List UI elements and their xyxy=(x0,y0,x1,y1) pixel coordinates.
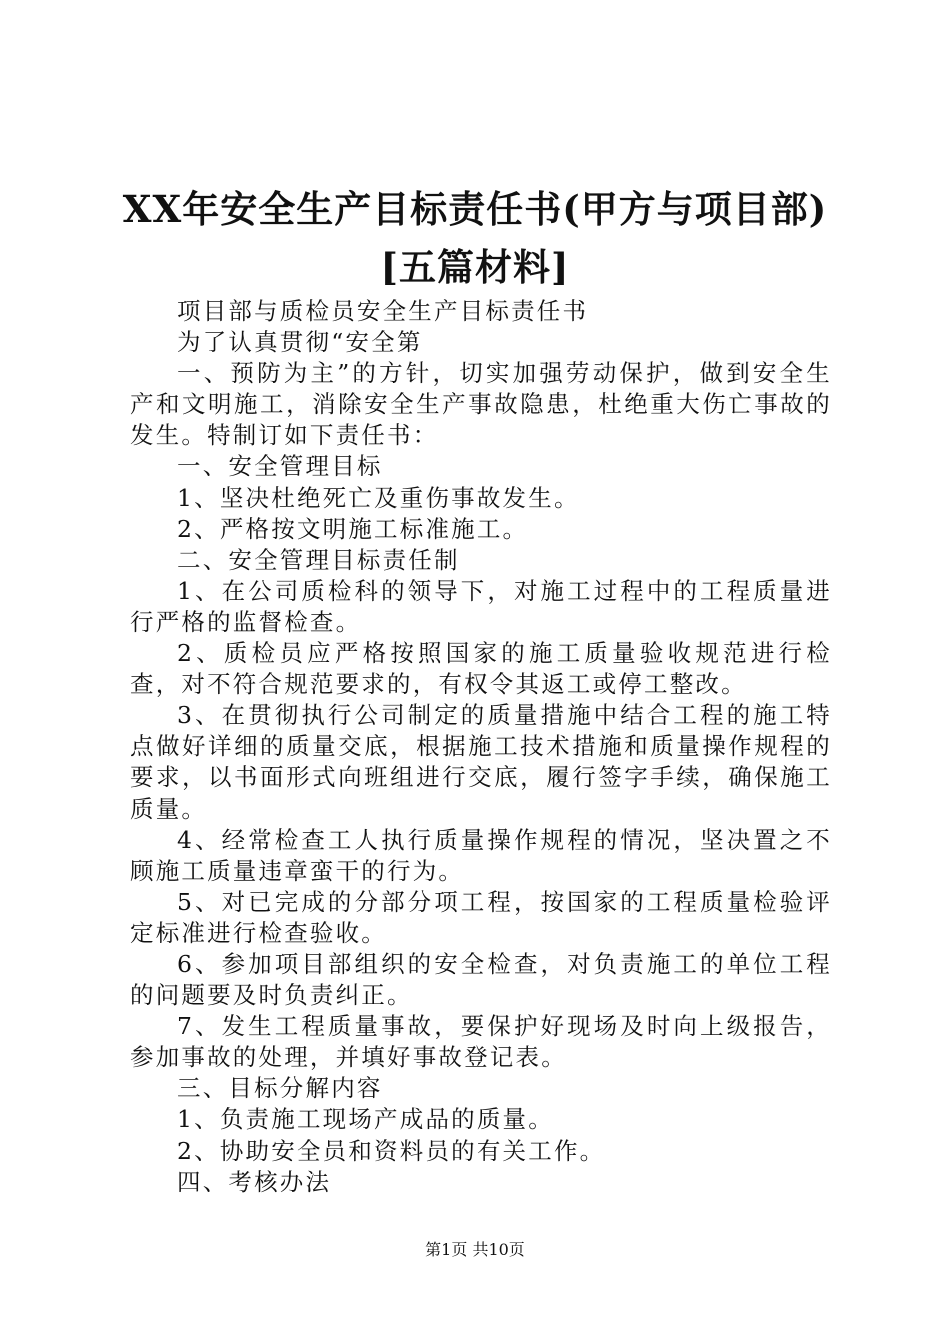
document-body xyxy=(130,296,832,1198)
list-item: 2、质检员应严格按照国家的施工质量验收规范进行检查，对不符合规范要求的，有权令其返工或停工整改。 xyxy=(130,639,832,699)
paragraph: 一、预防为主”的方针，切实加强劳动保护，做到安全生产和文明施工，消除安全生产事故隐患，杜绝重大伤亡事故的发生。特制订如下责任书： xyxy=(130,359,832,450)
section-heading: 二、安全管理目标责任制 xyxy=(177,545,460,574)
list-item: 2、严格按文明施工标准施工。 xyxy=(177,514,529,543)
page-number: 第1页 共10页 xyxy=(425,1240,525,1259)
list-item: 1、坚决杜绝死亡及重伤事故发生。 xyxy=(177,483,580,512)
list-item: 1、在公司质检科的领导下，对施工过程中的工程质量进行严格的监督检查。 xyxy=(130,576,832,636)
list-item: 2、协助安全员和资料员的有关工作。 xyxy=(177,1136,606,1165)
document-title: XX年安全生产目标责任书(甲方与项目部)[五篇材料] xyxy=(122,187,828,289)
section-heading: 三、目标分解内容 xyxy=(177,1074,383,1103)
section-heading: 四、考核办法 xyxy=(177,1167,332,1196)
list-item: 6、参加项目部组织的安全检查，对负责施工的单位工程的问题要及时负责纠正。 xyxy=(130,949,832,1010)
paragraph: 项目部与质检员安全生产目标责任书 xyxy=(177,297,589,325)
list-item: 1、负责施工现场产成品的质量。 xyxy=(177,1105,554,1134)
list-item: 7、发生工程质量事故，要保护好现场及时向上级报告，参加事故的处理，并填好事故登记表。 xyxy=(130,1012,832,1072)
list-item: 5、对已完成的分部分项工程，按国家的工程质量检验评定标准进行检查验收。 xyxy=(130,887,832,947)
paragraph: 为了认真贯彻“安全第 xyxy=(177,328,423,357)
list-item: 4、经常检查工人执行质量操作规程的情况，坚决置之不顾施工质量违章蛮干的行为。 xyxy=(130,825,832,885)
section-heading: 一、安全管理目标 xyxy=(177,452,383,481)
list-item: 3、在贯彻执行公司制定的质量措施中结合工程的施工特点做好详细的质量交底，根据施工技术措施和质量操作规程的要求，以书面形式向班组进行交底，履行签字手续，确保施工质量。 xyxy=(130,701,832,823)
